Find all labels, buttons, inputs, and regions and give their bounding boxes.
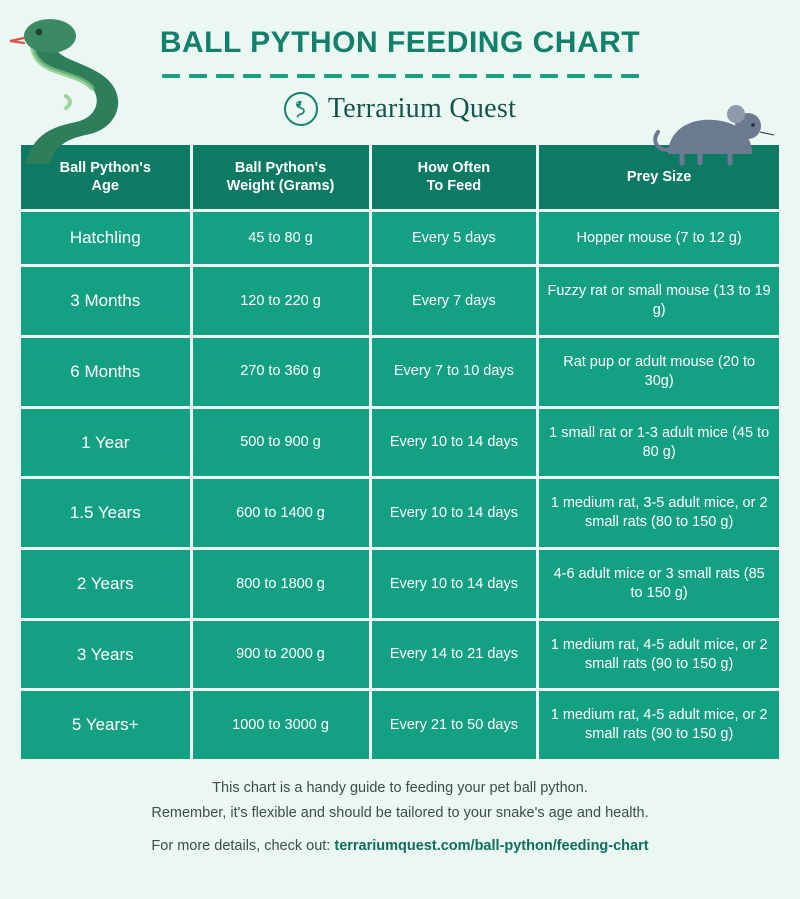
column-header-prey-line1: Prey Size <box>626 169 692 186</box>
cell-weight: 800 to 1800 g <box>193 550 369 618</box>
cell-frequency: Every 5 days <box>372 212 537 264</box>
table-row <box>21 550 779 618</box>
cell-frequency: Every 10 to 14 days <box>372 409 537 477</box>
cell-weight: 600 to 1400 g <box>193 479 369 547</box>
feeding-table <box>18 142 782 762</box>
cell-age: 2 Years <box>21 550 190 618</box>
table-row <box>21 212 779 264</box>
cell-weight: 1000 to 3000 g <box>193 691 369 759</box>
table-row <box>21 479 779 547</box>
footer-cta-prefix: For more details, check out: <box>151 838 335 855</box>
column-header-weight-line1: Ball Python's <box>234 160 327 176</box>
footer-cta <box>30 838 770 854</box>
column-header-age-line1: Ball Python's <box>59 160 151 176</box>
cell-age: 5 Years+ <box>21 691 190 759</box>
table-row <box>21 621 779 689</box>
cell-frequency: Every 14 to 21 days <box>372 621 537 689</box>
chart-footer <box>0 762 800 854</box>
table-row <box>21 267 779 335</box>
column-header-frequency <box>372 145 537 209</box>
cell-prey: 1 small rat or 1-3 adult mice (45 to 80 g) <box>539 409 779 477</box>
cell-prey: Fuzzy rat or small mouse (13 to 19 g) <box>539 267 779 335</box>
page-title: BALL PYTHON FEEDING CHART <box>159 26 641 59</box>
cell-prey: 4-6 adult mice or 3 small rats (85 to 150 g) <box>539 550 779 618</box>
footer-note-line2: Remember, it's flexible and should be tailored to your snake's age and health. <box>151 805 649 822</box>
table-row <box>21 691 779 759</box>
cell-weight: 45 to 80 g <box>193 212 369 264</box>
column-header-age-line2: Age <box>91 178 119 195</box>
column-header-frequency-line1: How Often <box>417 160 491 176</box>
cell-prey: 1 medium rat, 4-5 adult mice, or 2 small rats (90 to 150 g) <box>539 621 779 689</box>
cell-age: 1.5 Years <box>21 479 190 547</box>
cell-age: Hatchling <box>21 212 190 264</box>
cell-frequency: Every 10 to 14 days <box>372 550 537 618</box>
table-row <box>21 409 779 477</box>
cell-prey: Hopper mouse (7 to 12 g) <box>539 212 779 264</box>
cell-age: 3 Months <box>21 267 190 335</box>
cell-prey: Rat pup or adult mouse (20 to 30g) <box>539 338 779 406</box>
cell-weight: 270 to 360 g <box>193 338 369 406</box>
cell-weight: 500 to 900 g <box>193 409 369 477</box>
cell-frequency: Every 7 to 10 days <box>372 338 537 406</box>
column-header-weight-line2: Weight (Grams) <box>226 178 335 195</box>
dashed-divider-icon <box>140 74 660 78</box>
snake-circle-logo-icon <box>284 92 318 126</box>
cell-frequency: Every 10 to 14 days <box>372 479 537 547</box>
cell-prey: 1 medium rat, 3-5 adult mice, or 2 small rats (80 to 150 g) <box>539 479 779 547</box>
cell-frequency: Every 21 to 50 days <box>372 691 537 759</box>
cell-weight: 120 to 220 g <box>193 267 369 335</box>
brand-name: Terrarium Quest <box>327 93 517 124</box>
chart-header <box>0 0 800 126</box>
feeding-table-wrapper <box>0 142 800 762</box>
cell-age: 6 Months <box>21 338 190 406</box>
footer-cta-link[interactable]: terrariumquest.com/ball-python/feeding-chart <box>334 838 649 855</box>
brand-lockup <box>0 92 800 126</box>
column-header-weight <box>193 145 369 209</box>
cell-weight: 900 to 2000 g <box>193 621 369 689</box>
cell-age: 1 Year <box>21 409 190 477</box>
cell-prey: 1 medium rat, 4-5 adult mice, or 2 small rats (90 to 150 g) <box>539 691 779 759</box>
column-header-frequency-line2: To Feed <box>426 178 482 195</box>
cell-age: 3 Years <box>21 621 190 689</box>
footer-note-line1: This chart is a handy guide to feeding your pet ball python. <box>212 780 588 797</box>
cell-frequency: Every 7 days <box>372 267 537 335</box>
table-row <box>21 338 779 406</box>
